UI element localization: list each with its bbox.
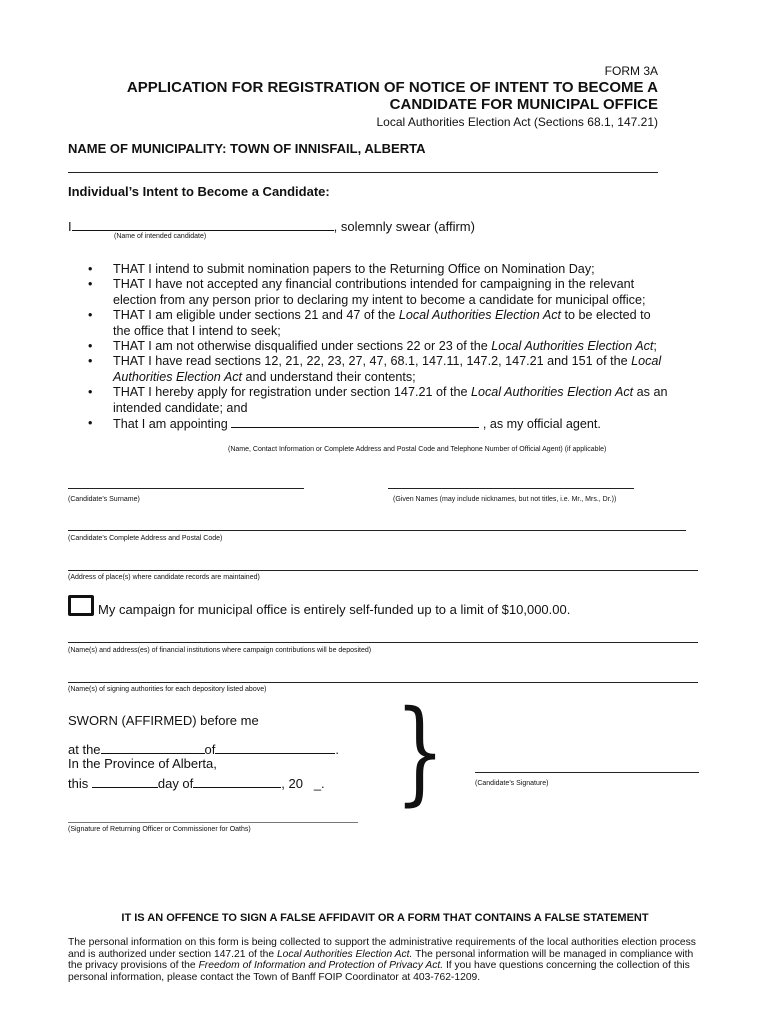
province-line: In the Province of Alberta,	[68, 756, 217, 771]
statement-item: • THAT I hereby apply for registration under section 147.21 of the Local Authorities Election Act as an intended candidate; and	[88, 385, 668, 415]
self-funded-checkbox[interactable]	[68, 595, 94, 616]
year-label: , 20	[281, 776, 303, 791]
self-funded-label: My campaign for municipal office is entirely self-funded up to a limit of $10,000.00.	[98, 602, 571, 617]
this-label: this	[68, 776, 89, 791]
sworn-location-line	[68, 740, 339, 757]
sworn-date-line	[68, 774, 325, 791]
officer-signature-field[interactable]	[68, 822, 358, 823]
location-field[interactable]	[101, 740, 205, 754]
at-the-label: at the	[68, 742, 101, 757]
given-names-label: (Given Names (may include nicknames, but not titles, i.e. Mr., Mrs., Dr.))	[393, 496, 617, 503]
agent-hint: (Name, Contact Information or Complete Address and Postal Code and Telephone Number of Official Agent) (if applicable)	[228, 446, 607, 453]
act-reference: Local Authorities Election Act (Sections 68.1, 147.21)	[376, 115, 658, 129]
candidate-signature-label: (Candidate’s Signature)	[475, 780, 549, 787]
official-agent-field[interactable]	[231, 416, 479, 428]
statement-item: • THAT I am not otherwise disqualified under sections 22 or 23 of the Local Authorities Election Act;	[88, 339, 657, 354]
financial-institutions-label: (Name(s) and address(es) of financial institutions where campaign contributions will be deposited)	[68, 647, 372, 654]
statement-item: • THAT I am eligible under sections 21 and 47 of the Local Authorities Election Act to be elected to the office that I intend to seek;	[88, 308, 651, 338]
officer-signature-label: (Signature of Returning Officer or Commissioner for Oaths)	[68, 826, 251, 833]
brace-symbol: }	[395, 687, 445, 817]
oath-suffix: , solemnly swear (affirm)	[333, 219, 475, 234]
candidate-name-field[interactable]	[72, 217, 334, 231]
agent-suffix: , as my official agent.	[482, 417, 601, 432]
statement-item: • THAT I have read sections 12, 21, 22, 23, 27, 47, 68.1, 147.11, 147.2, 147.21 and 151 of the Local Authorities Election Act and understand their contents;	[88, 354, 662, 384]
statement-item-agent: • That I am appointing , as my official agent.	[88, 416, 601, 432]
municipality-name: NAME OF MUNICIPALITY: TOWN OF INNISFAIL, ALBERTA	[68, 141, 426, 156]
sworn-heading: SWORN (AFFIRMED) before me	[68, 713, 259, 728]
candidate-name-hint: (Name of intended candidate)	[114, 233, 207, 240]
of-label: of	[204, 742, 216, 757]
form-number: FORM 3A	[604, 64, 658, 78]
location-period: .	[335, 742, 339, 757]
financial-institutions-field[interactable]	[68, 642, 698, 643]
intent-heading: Individual’s Intent to Become a Candidate:	[68, 184, 330, 199]
privacy-notice: The personal information on this form is being collected to support the administrative requirements of the local authorities election process and is authorized under section 147.21 of the Local Authorities Election Act. The personal information will be managed in compliance with the privacy provisions of the Freedom of Information and Protection of Privacy Act. If you have questions concerning the collection of this personal information, please contact the Town of Banff FOIP Coordinator at 403-762-1209.	[68, 937, 696, 983]
surname-field[interactable]	[68, 488, 304, 489]
municipality-field[interactable]	[215, 740, 335, 754]
candidate-signature-field[interactable]	[475, 772, 699, 773]
agent-prefix: That I am appointing	[113, 417, 228, 432]
month-field[interactable]	[193, 774, 281, 788]
day-of-label: day of	[157, 776, 194, 791]
address-label: (Candidate’s Complete Address and Postal Code)	[68, 535, 223, 542]
form-title-line2: CANDIDATE FOR MUNICIPAL OFFICE	[389, 96, 658, 113]
statement-item: • THAT I have not accepted any financial contributions intended for campaigning in the relevant election from any person prior to declaring my intent to become a candidate for municipal office;	[88, 277, 646, 307]
records-address-field[interactable]	[68, 570, 698, 571]
signing-authorities-label: (Name(s) of signing authorities for each depository listed above)	[68, 686, 267, 693]
address-field[interactable]	[68, 530, 686, 531]
statement-item: • THAT I intend to submit nomination papers to the Returning Office on Nomination Day;	[88, 262, 595, 276]
surname-label: (Candidate’s Surname)	[68, 496, 140, 503]
oath-line	[68, 217, 475, 234]
municipality-divider	[68, 172, 658, 173]
offence-warning: IT IS AN OFFENCE TO SIGN A FALSE AFFIDAVIT OR A FORM THAT CONTAINS A FALSE STATEMENT	[121, 912, 649, 924]
oath-prefix: I	[68, 219, 72, 234]
year-end-label: _.	[313, 776, 325, 791]
given-names-field[interactable]	[388, 488, 634, 489]
form-title-line1: APPLICATION FOR REGISTRATION OF NOTICE OF INTENT TO BECOME A	[126, 79, 658, 96]
signing-authorities-field[interactable]	[68, 682, 698, 683]
statements-list	[88, 262, 668, 432]
day-field[interactable]	[92, 774, 158, 788]
records-address-label: (Address of place(s) where candidate records are maintained)	[68, 574, 260, 581]
